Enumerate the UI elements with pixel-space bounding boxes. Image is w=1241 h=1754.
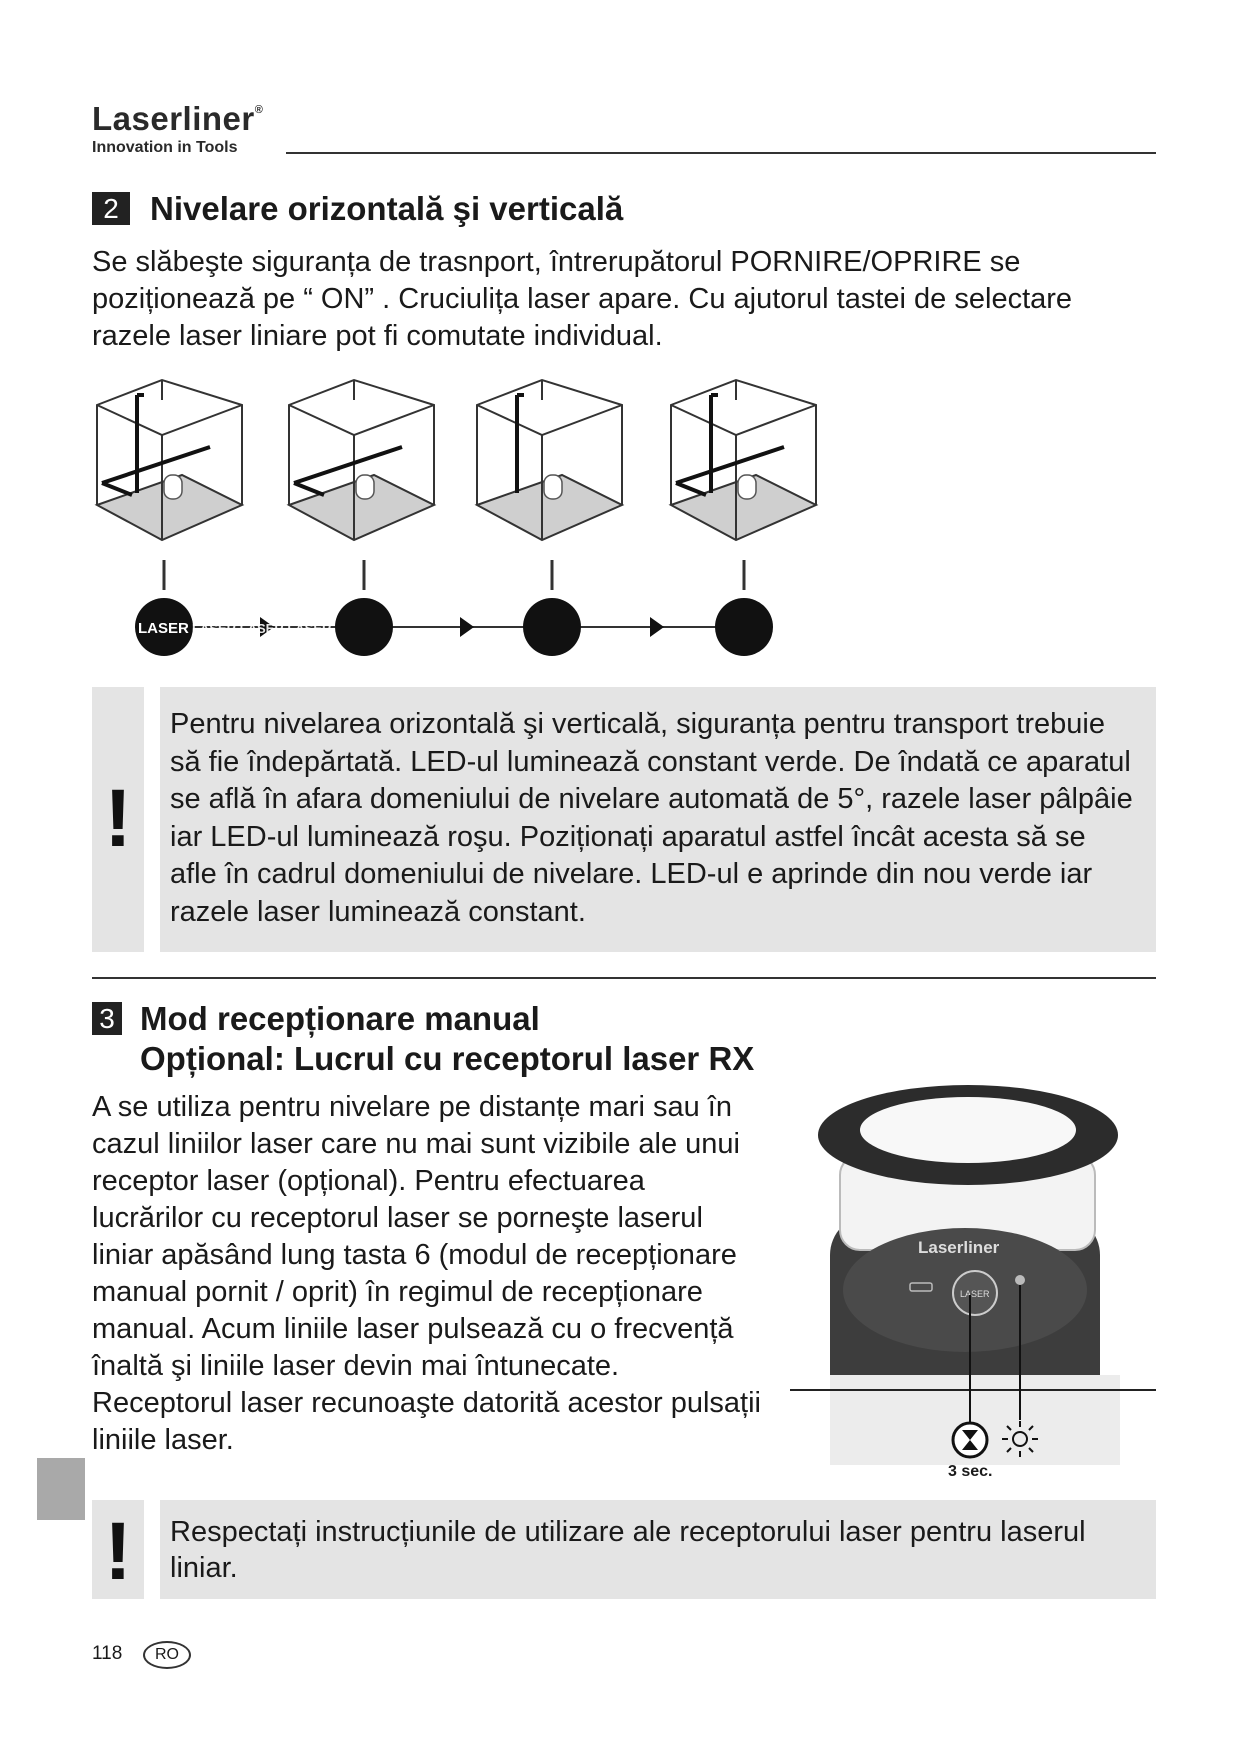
cube-cross-lines-2 [671,380,816,540]
section-2-paragraph: Se slăbeşte siguranța de trasnport, întrerupătorul PORNIRE/OPRIRE se poziționează pe “ ON” . Cruciulița laser apare. Cu ajutorul tastei de selectare razele laser liniare pot fi comutate individual. [92,246,1073,352]
laser-button-4 [715,598,773,656]
note-1-text: Pentru nivelarea orizontală şi verticală, siguranța pentru transport trebuie să fie îndepărtată. LED-ul luminează constant verde. De îndată ce aparatul se află în afara domeniului de nivelare automată de 5°, razele laser pâlpâie iar LED-ul luminează roşu. Poziționați aparatul astfel încât acesta să se afle în cadrul domeniului de nivelare. LED-ul e aprinde din nou verde iar razele laser luminează constant. [170,708,1133,928]
cube-horizontal-line [289,380,434,540]
device-brand: Laserliner [918,1238,1000,1257]
hourglass-icon [953,1423,987,1457]
laser-device-illustration [790,1075,1156,1495]
section-2-number: 2 [92,192,130,225]
laser-overlay-label: LASER LASER LASER [192,621,332,636]
laser-button-3 [523,598,581,656]
note-2-text: Respectați instrucțiunile de utilizare ale receptorului laser pentru laserul liniar. [170,1516,1086,1584]
section-3-number: 3 [92,1002,122,1035]
brand-tagline: Innovation in Tools [92,139,238,156]
hold-duration-label: 3 sec. [948,1463,993,1480]
warning-icon: ! [104,773,132,864]
section-2-title: Nivelare orizontală şi verticală [150,190,624,227]
section-3-subtitle: Opțional: Lucrul cu receptorul laser RX [140,1040,755,1077]
header-rule [286,152,1156,154]
device-laser-button-label: LASER [960,1289,990,1299]
warning-icon-2: ! [104,1506,132,1597]
brand-logo [92,100,263,138]
section-divider [92,977,1156,979]
language-badge: RO [143,1641,191,1669]
section-3-title: Mod recepționare manual [140,1000,540,1037]
section-3-paragraph: A se utiliza pentru nivelare pe distanțe mari sau în cazul liniilor laser care nu mai sunt vizibile ale unui receptor laser (opțional). Pentru efectuarea lucrărilor cu receptorul laser se porneşte laserul liniar apăsând lung tasta 6 (modul de recepționare manual pornit / oprit) în regimul de recepționare manual. Acum liniile laser pulsează cu o frecvență înaltă şi liniile laser devin mai întunecate. Receptorul laser recunoaşte datorită acestor pulsații liniile laser. [92,1091,761,1456]
page-number: 118 [92,1643,123,1664]
brand-logo-name: Laserliner [92,100,255,137]
laser-button-label: LASER [138,620,189,637]
laser-modes-diagram [92,375,852,665]
laser-button-2 [335,598,393,656]
registered-mark: ® [254,104,264,116]
side-tab-marker [37,1458,85,1520]
cube-vertical-line [477,380,622,540]
cube-cross-lines [97,380,242,540]
